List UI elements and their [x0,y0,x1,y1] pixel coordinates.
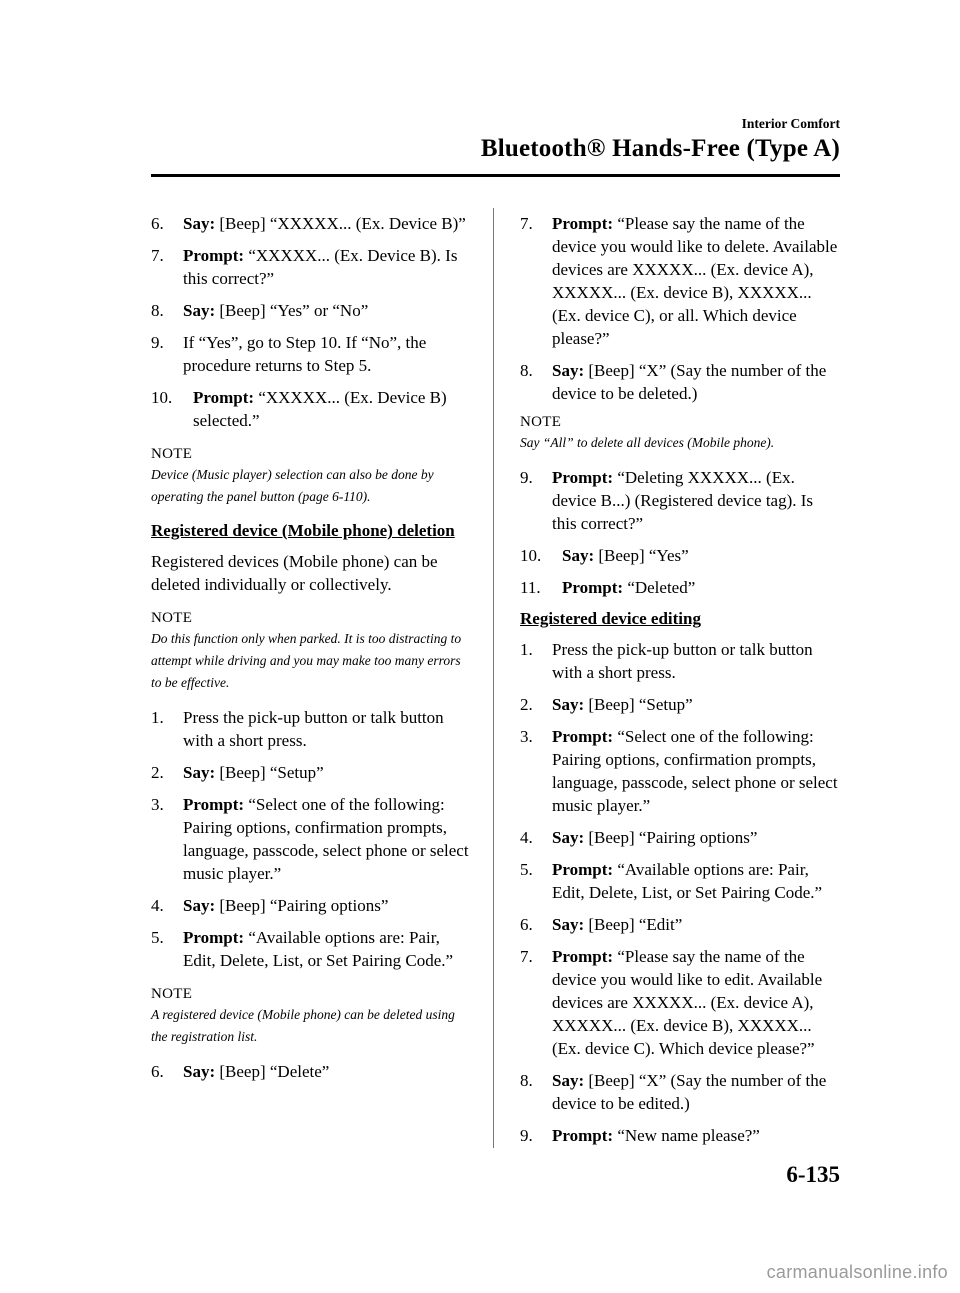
step-label: Prompt: [552,860,614,879]
step-item [520,1069,840,1115]
step-label: Say: [552,695,585,714]
step-text: [Beep] “X” (Say the number of the device to be edited.) [552,1071,827,1113]
step-text: Press the pick-up button or talk button with a short press. [552,640,813,682]
step-label: Prompt: [562,578,624,597]
step-number: 3. [151,795,164,814]
right-column [520,212,840,1156]
step-list [151,706,471,972]
step-text: “Please say the name of the device you would like to edit. Available devices are XXXXX... (Ex. device A), XXXXX... (Ex. device B), XXXXX... (Ex. device C). Which device please?” [552,947,823,1058]
note-text: Device (Music player) selection can also be done by operating the panel button (page 6-110). [151,467,434,504]
note-heading: NOTE [520,414,562,430]
step-number: 6. [151,214,164,233]
step-item [520,212,840,350]
step-number: 5. [151,928,164,947]
step-number: 2. [151,763,164,782]
step-item [151,793,471,885]
step-label: Prompt: [552,214,614,233]
step-item [151,212,471,235]
step-item [151,331,471,377]
step-text: If “Yes”, go to Step 10. If “No”, the procedure returns to Step 5. [183,333,427,375]
step-item [151,706,471,752]
step-number: 6. [520,915,533,934]
step-label: Say: [183,1062,216,1081]
left-column [151,212,471,1092]
step-number: 4. [151,896,164,915]
step-label: Prompt: [183,246,245,265]
step-label: Say: [552,1071,585,1090]
step-list [520,638,840,1147]
step-text: Press the pick-up button or talk button with a short press. [183,708,444,750]
step-number: 9. [520,468,533,487]
step-text: [Beep] “XXXXX... (Ex. Device B)” [215,214,466,233]
step-text: “Available options are: Pair, Edit, Delete, List, or Set Pairing Code.” [552,860,823,902]
step-label: Say: [552,915,585,934]
step-label: Say: [183,763,216,782]
step-number: 1. [520,640,533,659]
step-item [151,926,471,972]
page-number: 6-135 [786,1162,840,1187]
step-number: 9. [151,333,164,352]
note-heading: NOTE [151,986,193,1002]
step-label: Prompt: [552,727,614,746]
step-number: 6. [151,1062,164,1081]
step-number: 8. [520,361,533,380]
step-text: “Please say the name of the device you would like to delete. Available devices are XXXXX... (Ex. device A), XXXXX... (Ex. device B), XXXXX... (Ex. device C), or all. Which device please?” [552,214,838,348]
step-item [520,913,840,936]
step-label: Say: [183,896,216,915]
step-text: [Beep] “Pairing options” [215,896,389,915]
step-item [151,244,471,290]
step-text: “Select one of the following: Pairing options, confirmation prompts, language, passcode, select phone or select music player.” [183,795,469,883]
step-number: 8. [520,1071,533,1090]
step-label: Prompt: [183,795,245,814]
step-item [520,576,840,599]
note-text: Do this function only when parked. It is too distracting to attempt while driving and you may make too many errors to be effective. [151,631,462,690]
step-number: 4. [520,828,533,847]
step-number: 2. [520,695,533,714]
note-text: Say “All” to delete all devices (Mobile phone). [520,435,775,450]
step-label: Prompt: [193,388,255,407]
step-number: 9. [520,1126,533,1145]
note-text: A registered device (Mobile phone) can be deleted using the registration list. [151,1007,455,1044]
note-heading: NOTE [151,610,193,626]
step-item [151,761,471,784]
step-number: 10. [520,546,542,565]
page-title: Bluetooth® Hands-Free (Type A) [480,135,840,162]
step-number: 7. [520,947,533,966]
step-text: “Available options are: Pair, Edit, Delete, List, or Set Pairing Code.” [183,928,454,970]
step-number: 8. [151,301,164,320]
step-number: 1. [151,708,164,727]
section-heading-deletion: Registered device (Mobile phone) deletion [151,521,455,540]
step-item [520,826,840,849]
step-number: 5. [520,860,533,879]
step-label: Say: [183,214,216,233]
step-label: Say: [562,546,595,565]
step-label: Prompt: [183,928,245,947]
step-item [520,858,840,904]
step-number: 11. [520,578,541,597]
step-text: [Beep] “Setup” [215,763,324,782]
step-text: “Deleted” [623,578,696,597]
step-item [520,725,840,817]
step-number: 10. [151,388,173,407]
step-item [151,386,471,432]
step-list [151,1060,471,1083]
step-number: 7. [520,214,533,233]
step-text: “Select one of the following: Pairing options, confirmation prompts, language, passcode, select phone or select music player.” [552,727,838,815]
step-item [151,299,471,322]
header-section-label: Interior Comfort [741,116,840,131]
step-text: [Beep] “Yes” or “No” [215,301,369,320]
step-number: 3. [520,727,533,746]
step-text: [Beep] “Delete” [215,1062,330,1081]
step-label: Say: [183,301,216,320]
step-text: [Beep] “Edit” [584,915,683,934]
step-label: Prompt: [552,947,614,966]
step-item [520,359,840,405]
note-heading: NOTE [151,446,193,462]
step-text: “New name please?” [613,1126,760,1145]
step-text: “XXXXX... (Ex. Device B) selected.” [193,388,447,430]
step-list [151,212,471,432]
step-list [520,212,840,405]
step-label: Prompt: [552,468,614,487]
step-label: Prompt: [552,1126,614,1145]
step-item [520,693,840,716]
step-label: Say: [552,361,585,380]
step-item [151,894,471,917]
step-item [520,1124,840,1147]
step-item [151,1060,471,1083]
section-paragraph: Registered devices (Mobile phone) can be deleted individually or collectively. [151,552,438,594]
step-item [520,638,840,684]
step-text: [Beep] “Pairing options” [584,828,758,847]
step-list [520,466,840,599]
watermark: carmanualsonline.info [766,1262,948,1282]
step-text: “Deleting XXXXX... (Ex. device B...) (Registered device tag). Is this correct?” [552,468,814,533]
step-text: [Beep] “Yes” [594,546,689,565]
step-item [520,466,840,535]
step-item [520,544,840,567]
step-label: Say: [552,828,585,847]
section-heading-editing: Registered device editing [520,609,701,628]
step-text: [Beep] “X” (Say the number of the device to be deleted.) [552,361,827,403]
step-number: 7. [151,246,164,265]
step-item [520,945,840,1060]
step-text: [Beep] “Setup” [584,695,693,714]
header-rule [151,174,840,177]
column-divider [493,208,494,1148]
step-text: “XXXXX... (Ex. Device B). Is this correct?” [183,246,458,288]
